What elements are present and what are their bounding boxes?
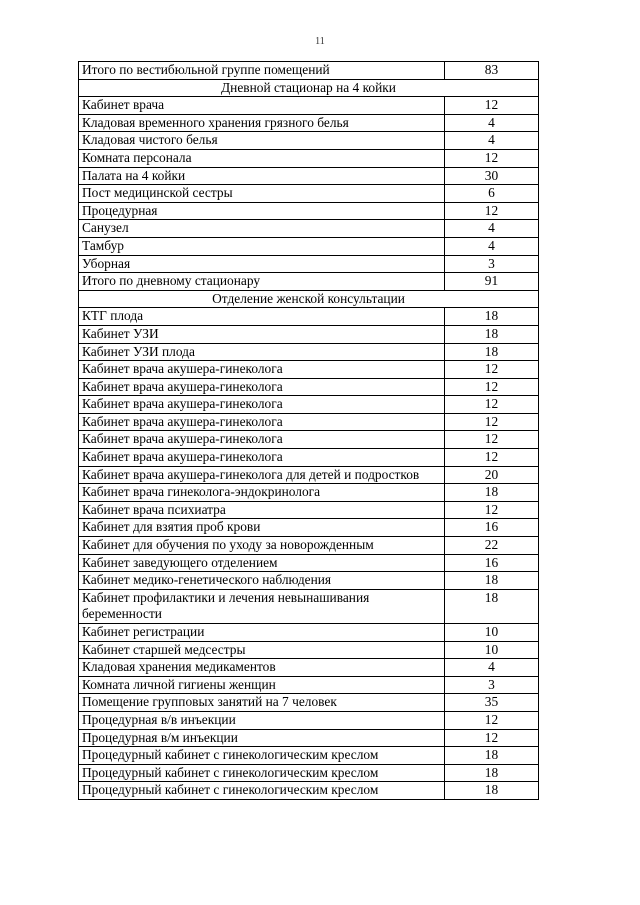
room-name-cell: Процедурный кабинет с гинекологическим креслом	[79, 764, 445, 782]
table-row	[79, 782, 539, 800]
room-name-cell: Кабинет врача акушера-гинеколога	[79, 396, 445, 414]
table-row	[79, 484, 539, 502]
room-name-cell: Тамбур	[79, 237, 445, 255]
room-name-cell: Комната персонала	[79, 149, 445, 167]
room-name-cell: Кабинет старшей медсестры	[79, 641, 445, 659]
rooms-table-body	[79, 62, 539, 800]
room-name-cell: Кладовая временного хранения грязного белья	[79, 114, 445, 132]
room-name-cell: Процедурная в/в инъекции	[79, 711, 445, 729]
room-area-cell: 18	[445, 572, 539, 590]
room-area-cell: 12	[445, 431, 539, 449]
table-row	[79, 220, 539, 238]
room-name-cell: Кабинет врача акушера-гинеколога	[79, 361, 445, 379]
room-area-cell: 10	[445, 624, 539, 642]
room-name-cell: Кабинет медико-генетического наблюдения	[79, 572, 445, 590]
room-area-cell: 4	[445, 659, 539, 677]
table-row	[79, 202, 539, 220]
table-row	[79, 308, 539, 326]
room-name-cell: Кладовая хранения медикаментов	[79, 659, 445, 677]
room-area-cell: 10	[445, 641, 539, 659]
table-row	[79, 624, 539, 642]
room-name-cell: Кабинет врача психиатра	[79, 501, 445, 519]
page-number: 11	[315, 36, 325, 47]
room-name-cell: Процедурный кабинет с гинекологическим креслом	[79, 747, 445, 765]
table-row	[79, 729, 539, 747]
section-title: Отделение женской консультации	[79, 290, 539, 308]
room-area-cell: 35	[445, 694, 539, 712]
table-row	[79, 185, 539, 203]
room-area-cell: 12	[445, 711, 539, 729]
room-area-cell: 12	[445, 501, 539, 519]
room-area-cell: 12	[445, 396, 539, 414]
table-row	[79, 167, 539, 185]
room-area-cell: 18	[445, 325, 539, 343]
room-name-cell: Кабинет врача акушера-гинеколога	[79, 378, 445, 396]
room-area-cell: 91	[445, 273, 539, 291]
table-row	[79, 361, 539, 379]
room-name-cell: Кабинет врача акушера-гинеколога для детей и подростков	[79, 466, 445, 484]
table-row	[79, 501, 539, 519]
table-row	[79, 676, 539, 694]
table-row	[79, 764, 539, 782]
table-row	[79, 255, 539, 273]
room-area-cell: 6	[445, 185, 539, 203]
room-name-cell: Комната личной гигиены женщин	[79, 676, 445, 694]
table-row	[79, 572, 539, 590]
room-area-cell: 16	[445, 554, 539, 572]
table-row	[79, 273, 539, 291]
table-row	[79, 378, 539, 396]
room-area-cell: 3	[445, 255, 539, 273]
room-name-cell: Кабинет врача акушера-гинеколога	[79, 413, 445, 431]
room-name-cell: Итого по дневному стационару	[79, 273, 445, 291]
room-area-cell: 3	[445, 676, 539, 694]
room-area-cell: 83	[445, 62, 539, 80]
table-row	[79, 62, 539, 80]
room-name-cell: Санузел	[79, 220, 445, 238]
room-area-cell: 18	[445, 747, 539, 765]
room-area-cell: 18	[445, 343, 539, 361]
room-area-cell: 12	[445, 202, 539, 220]
room-name-cell: Кабинет врача акушера-гинеколога	[79, 449, 445, 467]
room-name-cell: Кабинет заведующего отделением	[79, 554, 445, 572]
room-area-cell: 4	[445, 132, 539, 150]
room-name-cell: Кладовая чистого белья	[79, 132, 445, 150]
room-area-cell: 22	[445, 537, 539, 555]
room-area-cell: 16	[445, 519, 539, 537]
table-row	[79, 659, 539, 677]
room-name-cell: Кабинет УЗИ	[79, 325, 445, 343]
room-area-cell: 18	[445, 782, 539, 800]
rooms-area-table	[78, 61, 539, 800]
room-name-cell: Кабинет для обучения по уходу за новорожденным	[79, 537, 445, 555]
table-row	[79, 537, 539, 555]
table-row	[79, 114, 539, 132]
table-row	[79, 747, 539, 765]
room-area-cell: 4	[445, 114, 539, 132]
table-row	[79, 396, 539, 414]
table-row	[79, 413, 539, 431]
table-row	[79, 711, 539, 729]
room-area-cell: 18	[445, 484, 539, 502]
room-area-cell: 12	[445, 729, 539, 747]
table-row	[79, 325, 539, 343]
room-area-cell: 18	[445, 589, 539, 623]
room-name-cell: Уборная	[79, 255, 445, 273]
room-name-cell: Кабинет врача гинеколога-эндокринолога	[79, 484, 445, 502]
room-name-cell: КТГ плода	[79, 308, 445, 326]
room-name-cell: Кабинет профилактики и лечения невынашивания беременности	[79, 589, 445, 623]
table-row	[79, 449, 539, 467]
room-area-cell: 12	[445, 413, 539, 431]
room-name-cell: Процедурная	[79, 202, 445, 220]
table-row	[79, 554, 539, 572]
table-row	[79, 694, 539, 712]
room-area-cell: 18	[445, 764, 539, 782]
section-title: Дневной стационар на 4 койки	[79, 79, 539, 97]
room-name-cell: Процедурный кабинет с гинекологическим креслом	[79, 782, 445, 800]
room-area-cell: 12	[445, 449, 539, 467]
room-name-cell: Пост медицинской сестры	[79, 185, 445, 203]
room-area-cell: 18	[445, 308, 539, 326]
table-row	[79, 589, 539, 623]
section-header-row	[79, 79, 539, 97]
room-name-cell: Процедурная в/м инъекции	[79, 729, 445, 747]
table-row	[79, 149, 539, 167]
room-name-cell: Кабинет врача акушера-гинеколога	[79, 431, 445, 449]
room-name-cell: Кабинет регистрации	[79, 624, 445, 642]
table-row	[79, 466, 539, 484]
table-row	[79, 237, 539, 255]
room-name-cell: Палата на 4 койки	[79, 167, 445, 185]
table-row	[79, 519, 539, 537]
table-row	[79, 132, 539, 150]
room-area-cell: 12	[445, 378, 539, 396]
room-area-cell: 4	[445, 237, 539, 255]
table-row	[79, 431, 539, 449]
room-name-cell: Кабинет для взятия проб крови	[79, 519, 445, 537]
room-area-cell: 12	[445, 149, 539, 167]
room-area-cell: 12	[445, 361, 539, 379]
room-name-cell: Кабинет врача	[79, 97, 445, 115]
room-name-cell: Итого по вестибюльной группе помещений	[79, 62, 445, 80]
room-area-cell: 12	[445, 97, 539, 115]
room-name-cell: Помещение групповых занятий на 7 человек	[79, 694, 445, 712]
table-row	[79, 641, 539, 659]
room-area-cell: 30	[445, 167, 539, 185]
room-area-cell: 4	[445, 220, 539, 238]
room-name-cell: Кабинет УЗИ плода	[79, 343, 445, 361]
room-area-cell: 20	[445, 466, 539, 484]
section-header-row	[79, 290, 539, 308]
table-row	[79, 97, 539, 115]
table-row	[79, 343, 539, 361]
